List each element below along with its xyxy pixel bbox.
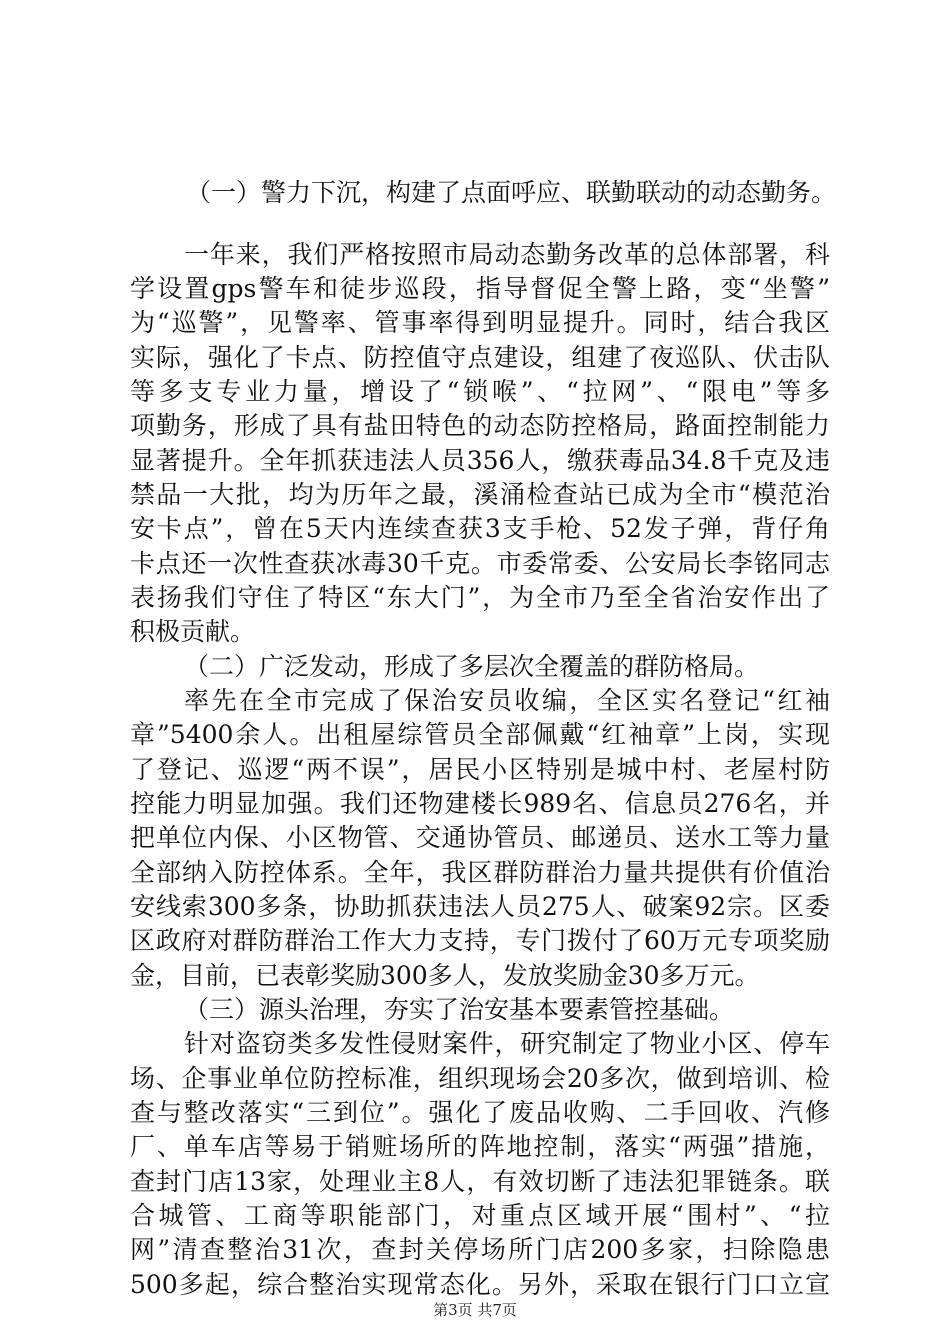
paragraph-line: 卡点还一次性查获冰毒30千克。市委常委、公安局长李铭同志 bbox=[130, 549, 830, 578]
paragraph-line: 查封门店13家，处理业主8人，有效切断了违法犯罪链条。联 bbox=[130, 1167, 830, 1196]
paragraph-line: 为“巡警”，见警率、管事率得到明显提升。同时，结合我区 bbox=[130, 308, 830, 337]
paragraph-line: 针对盗窃类多发性侵财案件，研究制定了物业小区、停车 bbox=[184, 1029, 830, 1058]
paragraph-line: 全部纳入防控体系。全年，我区群防群治力量共提供有价值治 bbox=[130, 858, 830, 887]
paragraph-line: 表扬我们守住了特区“东大门”，为全市乃至全省治安作出了 bbox=[130, 583, 830, 612]
paragraph-line: 率先在全市完成了保治安员收编，全区实名登记“红袖 bbox=[184, 686, 830, 715]
paragraph-line: 禁品一大批，均为历年之最，溪涌检查站已成为全市“模范治 bbox=[130, 480, 830, 509]
paragraph-line: 安线索300多条，协助抓获违法人员275人、破案92宗。区委 bbox=[130, 892, 830, 921]
paragraph-line: 一年来，我们严格按照市局动态勤务改革的总体部署，科 bbox=[184, 240, 830, 269]
paragraph-line: 厂、单车店等易于销赃场所的阵地控制，落实“两强”措施， bbox=[130, 1132, 830, 1161]
paragraph-line: 等多支专业力量，增设了“锁喉”、“拉网”、“限电”等多 bbox=[130, 377, 830, 406]
paragraph-line: 安卡点”，曾在5天内连续查获3支手枪、52发子弹，背仔角 bbox=[130, 514, 830, 543]
paragraph-line: 积极贡献。 bbox=[130, 617, 256, 646]
paragraph-line: 网”清查整治31次，查封关停场所门店200多家，扫除隐患 bbox=[130, 1235, 830, 1264]
paragraph-line: 金，目前，已表彰奖励300多人，发放奖励金30多万元。 bbox=[130, 961, 760, 990]
paragraph-line: 把单位内保、小区物管、交通协管员、邮递员、送水工等力量 bbox=[130, 823, 830, 852]
paragraph-line: 查与整改落实“三到位”。强化了废品收购、二手回收、汽修 bbox=[130, 1098, 830, 1127]
paragraph-line: 控能力明显加强。我们还物建楼长989名、信息员276名，并 bbox=[130, 789, 830, 818]
paragraph-line: 显著提升。全年抓获违法人员356人，缴获毒品34.8千克及违 bbox=[130, 446, 830, 475]
section-heading-2: （二）广泛发动，形成了多层次全覆盖的群防格局。 bbox=[184, 652, 760, 681]
paragraph-line: 区政府对群防群治工作大力支持，专门拨付了60万元专项奖励 bbox=[130, 926, 830, 955]
page-number-footer: 第3页 共7页 bbox=[433, 1301, 517, 1319]
paragraph-line: 500多起，综合整治实现常态化。另外，采取在银行门口立宣 bbox=[130, 1270, 830, 1299]
paragraph-line: 场、企事业单位防控标准，组织现场会20多次，做到培训、检 bbox=[130, 1064, 830, 1093]
paragraph-line: 了登记、巡逻“两不误”，居民小区特别是城中村、老屋村防 bbox=[130, 755, 830, 784]
paragraph-line: 学设置gps警车和徒步巡段，指导督促全警上路，变“坐警” bbox=[130, 274, 830, 303]
section-heading-1: （一）警力下沉，构建了点面呼应、联勤联动的动态勤务。 bbox=[186, 178, 837, 207]
paragraph-line: 项勤务，形成了具有盐田特色的动态防控格局，路面控制能力 bbox=[130, 411, 830, 440]
paragraph-line: 章”5400余人。出租屋综管员全部佩戴“红袖章”上岗，实现 bbox=[130, 720, 830, 749]
section-heading-3: （三）源头治理，夯实了治安基本要素管控基础。 bbox=[184, 995, 735, 1024]
paragraph-line: 实际，强化了卡点、防控值守点建设，组建了夜巡队、伏击队 bbox=[130, 343, 830, 372]
paragraph-line: 合城管、工商等职能部门，对重点区域开展“围村”、“拉 bbox=[130, 1201, 830, 1230]
